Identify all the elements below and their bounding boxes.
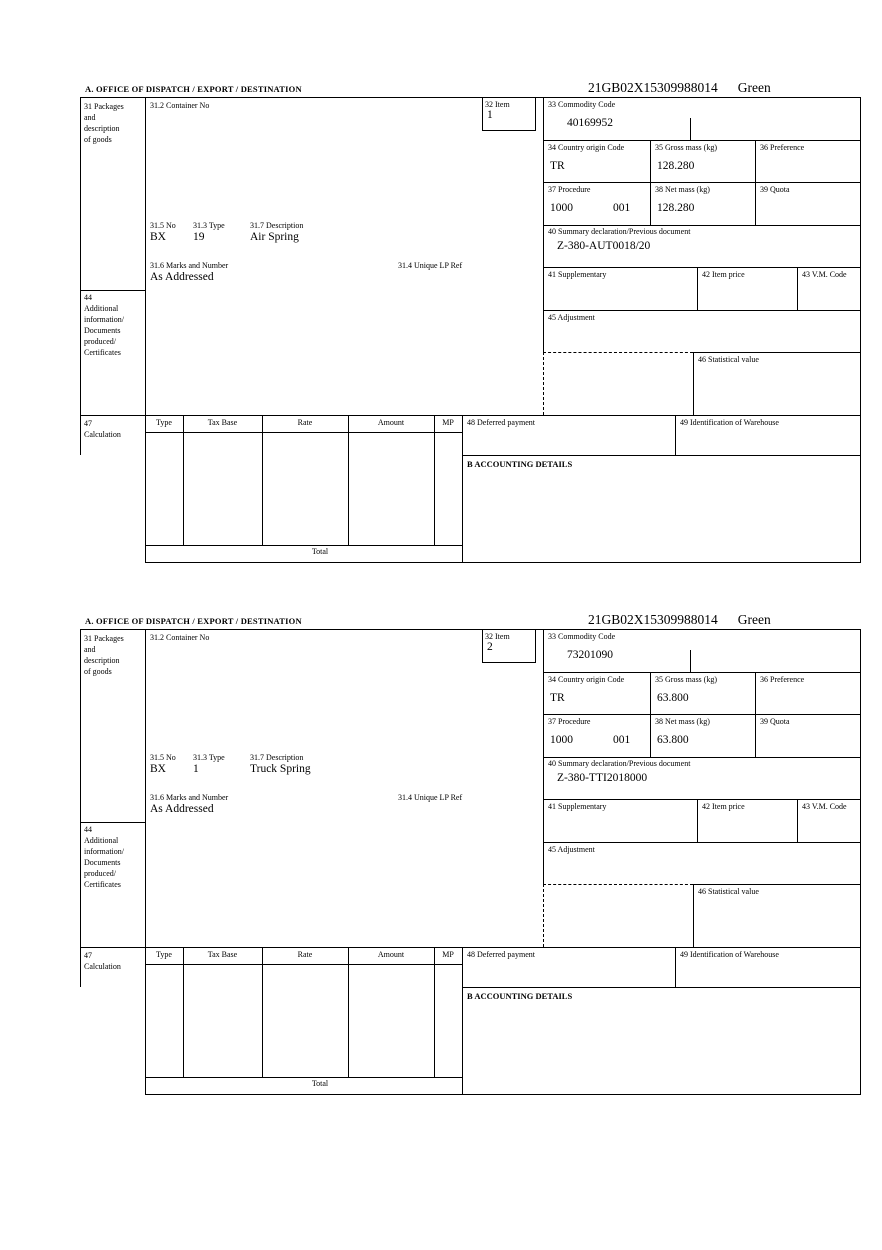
grid-line (543, 267, 861, 268)
box31-3-type-label: 31.3 Type (193, 753, 225, 762)
grid-line (462, 455, 861, 456)
box48-deferred-payment-label: 48 Deferred payment (467, 950, 535, 959)
box32-item-label: 32 Item (485, 100, 510, 109)
box42-item-price-label: 42 Item price (702, 802, 745, 811)
commodity-code-value: 40169952 (567, 117, 613, 129)
box38-net-mass-label: 38 Net mass (kg) (655, 717, 710, 726)
grid-line (650, 672, 651, 757)
packages-no-value: BX (150, 231, 166, 243)
grid-line (183, 947, 184, 1077)
grid-line (183, 415, 184, 545)
box45-adjustment-label: 45 Adjustment (548, 845, 595, 854)
declaration-reference (588, 80, 771, 96)
grid-line (650, 140, 651, 225)
grid-line (482, 662, 536, 663)
col-header-mp: MP (442, 418, 454, 427)
procedure-ext-value: 001 (613, 202, 631, 214)
net-mass-value: 128.280 (657, 202, 695, 214)
box41-supplementary-label: 41 Supplementary (548, 270, 607, 279)
grid-line-dashed (543, 352, 693, 353)
item-number-value: 1 (487, 109, 493, 121)
box31-7-description-label: 31.7 Description (250, 753, 304, 762)
grid-line (348, 415, 349, 545)
box39-quota-label: 39 Quota (760, 185, 790, 194)
grid-line (690, 118, 691, 140)
grid-line (482, 130, 536, 131)
box33-commodity-label: 33 Commodity Code (548, 632, 616, 641)
box47-calculation-label: 47 Calculation (84, 419, 121, 439)
box47-calculation-label: 47 Calculation (84, 951, 121, 971)
goods-description-value: Air Spring (250, 231, 299, 243)
grid-line (860, 97, 861, 563)
total-label: Total (311, 547, 329, 556)
gross-mass-value: 63.800 (657, 692, 689, 704)
grid-line (262, 947, 263, 1077)
grid-line-dashed (543, 884, 544, 947)
grid-line (860, 629, 861, 1095)
grid-line (543, 842, 861, 843)
grid-line (535, 629, 536, 663)
accounting-details-label: B ACCOUNTING DETAILS (467, 991, 573, 1001)
summary-declaration-value: Z-380-AUT0018/20 (557, 240, 651, 252)
grid-line (543, 182, 861, 183)
grid-line (80, 822, 145, 823)
grid-line (145, 1077, 463, 1078)
grid-line (482, 97, 483, 131)
box31-4-unique-lp-label: 31.4 Unique LP Ref (398, 793, 463, 802)
grid-line (145, 964, 463, 965)
grid-line (755, 140, 756, 225)
grid-line (80, 629, 861, 630)
country-origin-value: TR (550, 160, 565, 172)
grid-line (797, 267, 798, 310)
grid-line (462, 415, 463, 563)
grid-line (145, 545, 463, 546)
box49-warehouse-label: 49 Identification of Warehouse (680, 950, 779, 959)
box35-gross-mass-label: 35 Gross mass (kg) (655, 675, 717, 684)
procedure-ext-value: 001 (613, 734, 631, 746)
box49-warehouse-label: 49 Identification of Warehouse (680, 418, 779, 427)
grid-line (462, 987, 861, 988)
procedure-value: 1000 (550, 734, 573, 746)
grid-line (693, 352, 861, 353)
grid-line (675, 415, 676, 455)
box38-net-mass-label: 38 Net mass (kg) (655, 185, 710, 194)
box37-procedure-label: 37 Procedure (548, 717, 591, 726)
box33-commodity-label: 33 Commodity Code (548, 100, 616, 109)
grid-line (543, 672, 861, 673)
packages-no-value: BX (150, 763, 166, 775)
commodity-code-value: 73201090 (567, 649, 613, 661)
grid-line (543, 225, 861, 226)
grid-line (697, 267, 698, 310)
goods-description-value: Truck Spring (250, 763, 311, 775)
total-label: Total (311, 1079, 329, 1088)
grid-line (535, 97, 536, 131)
mrn-value: 21GB02X15309988014 (588, 80, 718, 95)
box31-5-no-label: 31.5 No (150, 753, 176, 762)
declaration-item-form (80, 80, 861, 563)
box44-additional-info-label: 44 Additional information/ Documents produced/ Certificates (84, 293, 124, 357)
grid-line (80, 629, 81, 987)
box31-2-container-label: 31.2 Container No (150, 101, 210, 110)
packages-type-value: 19 (193, 231, 205, 243)
grid-line (755, 672, 756, 757)
grid-line (145, 432, 463, 433)
box31-3-type-label: 31.3 Type (193, 221, 225, 230)
box40-summary-label: 40 Summary declaration/Previous document (548, 227, 691, 236)
grid-line (675, 947, 676, 987)
box44-additional-info-label: 44 Additional information/ Documents produced/ Certificates (84, 825, 124, 889)
grid-line (482, 629, 483, 663)
grid-line (693, 884, 861, 885)
box48-deferred-payment-label: 48 Deferred payment (467, 418, 535, 427)
gross-mass-value: 128.280 (657, 160, 695, 172)
box34-origin-label: 34 Country origin Code (548, 675, 625, 684)
box42-item-price-label: 42 Item price (702, 270, 745, 279)
box43-vm-code-label: 43 V.M. Code (802, 802, 847, 811)
grid-line (543, 140, 861, 141)
mrn-value: 21GB02X15309988014 (588, 612, 718, 627)
marks-value: As Addressed (150, 271, 214, 283)
grid-line (697, 799, 698, 842)
grid-line (543, 799, 861, 800)
accounting-details-label: B ACCOUNTING DETAILS (467, 459, 573, 469)
grid-line (543, 629, 544, 884)
box46-statistical-value-label: 46 Statistical value (698, 355, 759, 364)
grid-line (80, 97, 81, 455)
grid-line-dashed (543, 884, 693, 885)
col-header-rate: Rate (297, 950, 313, 959)
box35-gross-mass-label: 35 Gross mass (kg) (655, 143, 717, 152)
office-of-dispatch-label: A. OFFICE OF DISPATCH / EXPORT / DESTINATION (85, 84, 302, 94)
col-header-amount: Amount (377, 418, 405, 427)
office-of-dispatch-label: A. OFFICE OF DISPATCH / EXPORT / DESTINATION (85, 616, 302, 626)
declaration-reference (588, 612, 771, 628)
box46-statistical-value-label: 46 Statistical value (698, 887, 759, 896)
col-header-rate: Rate (297, 418, 313, 427)
grid-line (693, 352, 694, 415)
packages-type-value: 1 (193, 763, 199, 775)
box45-adjustment-label: 45 Adjustment (548, 313, 595, 322)
grid-line (80, 290, 145, 291)
box31-6-marks-label: 31.6 Marks and Number (150, 793, 229, 802)
routing-status: Green (737, 80, 771, 95)
box31-2-container-label: 31.2 Container No (150, 633, 210, 642)
box31-7-description-label: 31.7 Description (250, 221, 304, 230)
box32-item-label: 32 Item (485, 632, 510, 641)
grid-line (693, 884, 694, 947)
declaration-item-form (80, 612, 861, 1095)
marks-value: As Addressed (150, 803, 214, 815)
box31-6-marks-label: 31.6 Marks and Number (150, 261, 229, 270)
grid-line (434, 415, 435, 545)
box40-summary-label: 40 Summary declaration/Previous document (548, 759, 691, 768)
grid-line (80, 97, 861, 98)
grid-line (145, 97, 146, 563)
routing-status: Green (737, 612, 771, 627)
col-header-tax-base: Tax Base (207, 418, 238, 427)
item-number-value: 2 (487, 641, 493, 653)
grid-line (462, 947, 463, 1095)
grid-line-dashed (543, 352, 544, 415)
box31-packages-label: 31 Packages and description of goods (84, 102, 124, 144)
grid-line (348, 947, 349, 1077)
net-mass-value: 63.800 (657, 734, 689, 746)
box41-supplementary-label: 41 Supplementary (548, 802, 607, 811)
grid-line (434, 947, 435, 1077)
box43-vm-code-label: 43 V.M. Code (802, 270, 847, 279)
grid-line (145, 1094, 861, 1095)
box31-4-unique-lp-label: 31.4 Unique LP Ref (398, 261, 463, 270)
box39-quota-label: 39 Quota (760, 717, 790, 726)
box36-preference-label: 36 Preference (760, 675, 805, 684)
col-header-amount: Amount (377, 950, 405, 959)
grid-line (543, 757, 861, 758)
box31-5-no-label: 31.5 No (150, 221, 176, 230)
box37-procedure-label: 37 Procedure (548, 185, 591, 194)
grid-line (543, 310, 861, 311)
summary-declaration-value: Z-380-TTI2018000 (557, 772, 648, 784)
grid-line (797, 799, 798, 842)
col-header-tax-base: Tax Base (207, 950, 238, 959)
grid-line (543, 97, 544, 352)
col-header-type: Type (156, 950, 172, 959)
grid-line (690, 650, 691, 672)
box31-packages-label: 31 Packages and description of goods (84, 634, 124, 676)
grid-line (80, 415, 861, 416)
box34-origin-label: 34 Country origin Code (548, 143, 625, 152)
grid-line (145, 562, 861, 563)
grid-line (80, 947, 861, 948)
grid-line (543, 714, 861, 715)
box36-preference-label: 36 Preference (760, 143, 805, 152)
country-origin-value: TR (550, 692, 565, 704)
grid-line (145, 629, 146, 1095)
grid-line (262, 415, 263, 545)
col-header-type: Type (156, 418, 172, 427)
col-header-mp: MP (442, 950, 454, 959)
procedure-value: 1000 (550, 202, 573, 214)
